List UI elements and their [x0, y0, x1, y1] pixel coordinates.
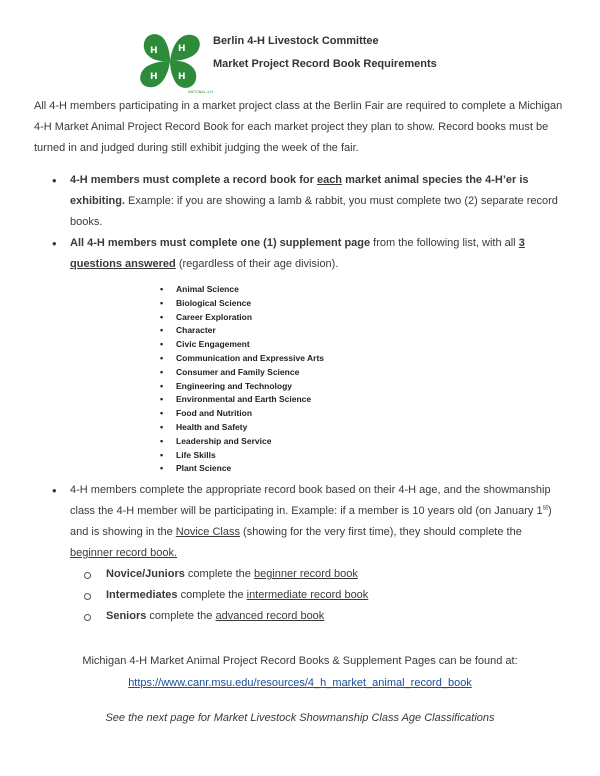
requirements-list-continued — [48, 480, 558, 627]
level-name: Intermediates — [106, 589, 178, 601]
supplement-item: • Plant Science — [156, 462, 324, 476]
supplement-list — [156, 283, 324, 476]
supplement-item: • Career Exploration — [156, 311, 324, 325]
requirement-age-based-record-book — [48, 480, 558, 627]
supplement-item: • Civic Engagement — [156, 338, 324, 352]
req2-text-a: from the following list, with all — [370, 237, 519, 249]
novice-class-ref: Novice Class — [175, 526, 240, 538]
req1-bold-b: market animal species the 4-H’er is exhibiting. — [70, 174, 529, 207]
supplement-item: • Engineering and Technology — [156, 380, 324, 394]
document-header — [0, 0, 600, 96]
next-page-note: See the next page for Market Livestock Showmanship Class Age Classifications — [105, 712, 495, 724]
requirements-list — [48, 170, 558, 275]
record-book-url-link[interactable]: https://www.canr.msu.edu/resources/4_h_market_animal_record_book — [128, 677, 472, 689]
svg-text:H: H — [150, 72, 158, 82]
resources-note: Michigan 4-H Market Animal Project Record Books & Supplement Pages can be found at: — [82, 655, 518, 667]
beginner-record-book-link[interactable]: beginner record book — [253, 568, 358, 580]
supplement-item: • Character — [156, 324, 324, 338]
intermediate-record-book-link[interactable]: intermediate record book — [246, 589, 369, 601]
level-name: Novice/Juniors — [106, 568, 185, 580]
supplement-item: • Communication and Expressive Arts — [156, 352, 324, 366]
supplement-item: • Leadership and Service — [156, 435, 324, 449]
level-intermediates — [70, 585, 558, 606]
svg-text:H: H — [178, 44, 186, 54]
level-novice-juniors — [70, 564, 558, 585]
level-seniors — [70, 606, 558, 627]
supplement-item: • Consumer and Family Science — [156, 366, 324, 380]
beginner-record-book-ref: beginner record book. — [70, 547, 178, 559]
svg-text:H: H — [178, 72, 186, 82]
supplement-item: • Biological Science — [156, 297, 324, 311]
advanced-record-book-link[interactable]: advanced record book — [215, 610, 325, 622]
req3-sup: st — [542, 504, 549, 512]
req3-text-c: (showing for the very first time), they should complete the — [239, 526, 522, 538]
requirement-record-book-per-species — [48, 170, 558, 233]
age-level-list — [70, 564, 558, 627]
requirement-supplement-page — [48, 233, 558, 275]
supplement-item: • Environmental and Earth Science — [156, 393, 324, 407]
req2-bold-underline: 3 questions answered — [70, 237, 525, 270]
req3-text-a: 4-H members complete the appropriate record book based on their 4-H age, and the showmanship class the 4-H member will be participating in. Example: if a member is 10 years old (on January 1 — [70, 484, 551, 517]
req1-bold-underline: each — [316, 174, 343, 186]
supplement-item: • Life Skills — [156, 449, 324, 463]
level-text: complete the — [146, 610, 216, 622]
level-text: complete the — [184, 568, 254, 580]
document-title: Berlin 4-H Livestock Committee — [213, 35, 379, 47]
req2-bold-a: All 4-H members must complete one (1) supplement page — [70, 237, 371, 249]
logo-small-text: NATIONAL 4-H — [188, 90, 213, 94]
req1-bold-a: 4-H members must complete a record book for — [70, 174, 317, 186]
svg-text:H: H — [150, 46, 158, 56]
intro-paragraph: All 4-H members participating in a market project class at the Berlin Fair are required to complete a Michigan 4-H Market Animal Project Record Book for each market project they plan to show. Record books must be turned in and judged during still exhibit judging the week of the fair. — [34, 100, 563, 154]
level-text: complete the — [177, 589, 247, 601]
req3-text-b: ) and is showing in the — [70, 505, 552, 538]
req1-text: Example: if you are showing a lamb & rabbit, you must complete two (2) separate record books. — [70, 195, 558, 228]
supplement-item: • Health and Safety — [156, 421, 324, 435]
supplement-item: • Animal Science — [156, 283, 324, 297]
supplement-item: • Food and Nutrition — [156, 407, 324, 421]
level-name: Seniors — [106, 610, 147, 622]
4h-clover-logo-icon — [134, 27, 213, 95]
document-subtitle: Market Project Record Book Requirements — [213, 58, 437, 70]
req2-text-b: (regardless of their age division). — [175, 258, 339, 270]
